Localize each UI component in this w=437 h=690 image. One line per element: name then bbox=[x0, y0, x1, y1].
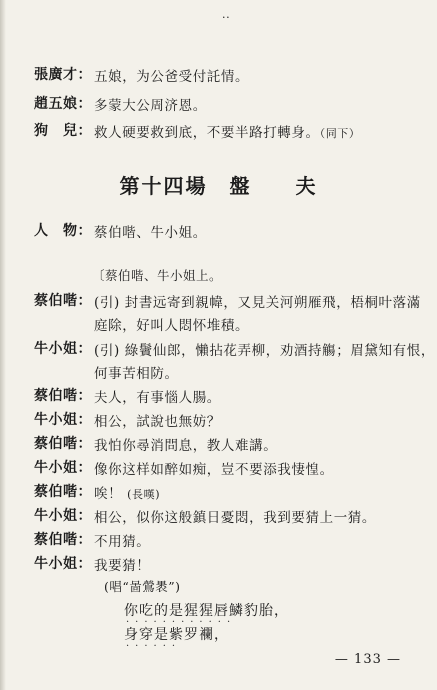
top-ornament: .. bbox=[222, 8, 231, 21]
dialogue-line: 何事苦相防。 bbox=[94, 366, 179, 382]
verse-emphasis-dots: ······ bbox=[126, 641, 182, 652]
dialogue-note: (長嘆) bbox=[127, 488, 161, 501]
line-zhang: 五娘，为公爸受付託情。 bbox=[94, 69, 250, 85]
characters-label: 人 物： bbox=[34, 223, 92, 239]
dialogue-line-text: 唉！ bbox=[94, 486, 123, 502]
verse-line: 你吃的是猩猩唇鱗豹胎， bbox=[124, 603, 289, 619]
speaker-gouer: 狗 兒： bbox=[34, 123, 92, 139]
speaker: 蔡伯喈： bbox=[34, 484, 92, 500]
line-gouer bbox=[94, 121, 361, 141]
dialogue-line: 我怕你尋消問息，教人难講。 bbox=[94, 438, 278, 454]
page-edge-shadow bbox=[0, 0, 6, 690]
speaker: 蔡伯喈： bbox=[34, 293, 92, 309]
stage-direction: 〔蔡伯喈、牛小姐上。 bbox=[92, 268, 223, 283]
dialogue-line: 庭除，好叫人悶怀堆積。 bbox=[94, 318, 250, 334]
speaker: 蔡伯喈： bbox=[34, 388, 92, 404]
dialogue-line: (引) 綠鬢仙郎，懶拈花弄柳，劝酒持觴；眉黛知有恨， bbox=[94, 343, 435, 359]
characters-value: 蔡伯喈、牛小姐。 bbox=[94, 225, 207, 241]
sing-direction: (唱“啚鶯褁”) bbox=[104, 579, 181, 594]
speaker: 牛小姐： bbox=[34, 460, 92, 476]
verse-emphasis-dots: ············ bbox=[126, 617, 237, 628]
dialogue-line: 夫人，有事惱人腸。 bbox=[94, 390, 221, 406]
verse-line: 身穿是紫罗襴， bbox=[124, 627, 229, 643]
speaker: 牛小姐： bbox=[34, 556, 92, 572]
speaker-zhang: 張廣才： bbox=[34, 67, 92, 83]
scene-title: 第十四場 盤 夫 bbox=[119, 174, 318, 198]
speaker: 牛小姐： bbox=[34, 341, 92, 357]
dialogue-line: 像你这样如醉如痴，豈不要添我悽惶。 bbox=[94, 462, 334, 478]
dialogue-line: 不用猜。 bbox=[94, 534, 151, 550]
speaker-zhao: 趙五娘： bbox=[34, 96, 92, 112]
speaker: 牛小姐： bbox=[34, 412, 92, 428]
page-number: — 133 — bbox=[334, 652, 401, 667]
dialogue-line: 相公，似你这般鎮日憂悶，我到要猜上一猜。 bbox=[94, 510, 376, 526]
speaker: 牛小姐： bbox=[34, 508, 92, 524]
speaker: 蔡伯喈： bbox=[34, 532, 92, 548]
dialogue-line: (引) 封書远寄到親幃，又見关河朔雁飛，梧桐叶落滿 bbox=[94, 295, 421, 311]
speaker: 蔡伯喈： bbox=[34, 436, 92, 452]
dialogue-line: 相公，試說也無妨？ bbox=[94, 414, 221, 430]
line-gouer-note: （同下） bbox=[319, 127, 361, 140]
line-gouer-text: 救人硬要救到底，不要半路打轉身。 bbox=[94, 125, 320, 141]
line-zhao: 多蒙大公周济恩。 bbox=[94, 98, 207, 114]
dialogue-line: 我要猜！ bbox=[94, 558, 151, 574]
dialogue-line bbox=[94, 482, 160, 502]
